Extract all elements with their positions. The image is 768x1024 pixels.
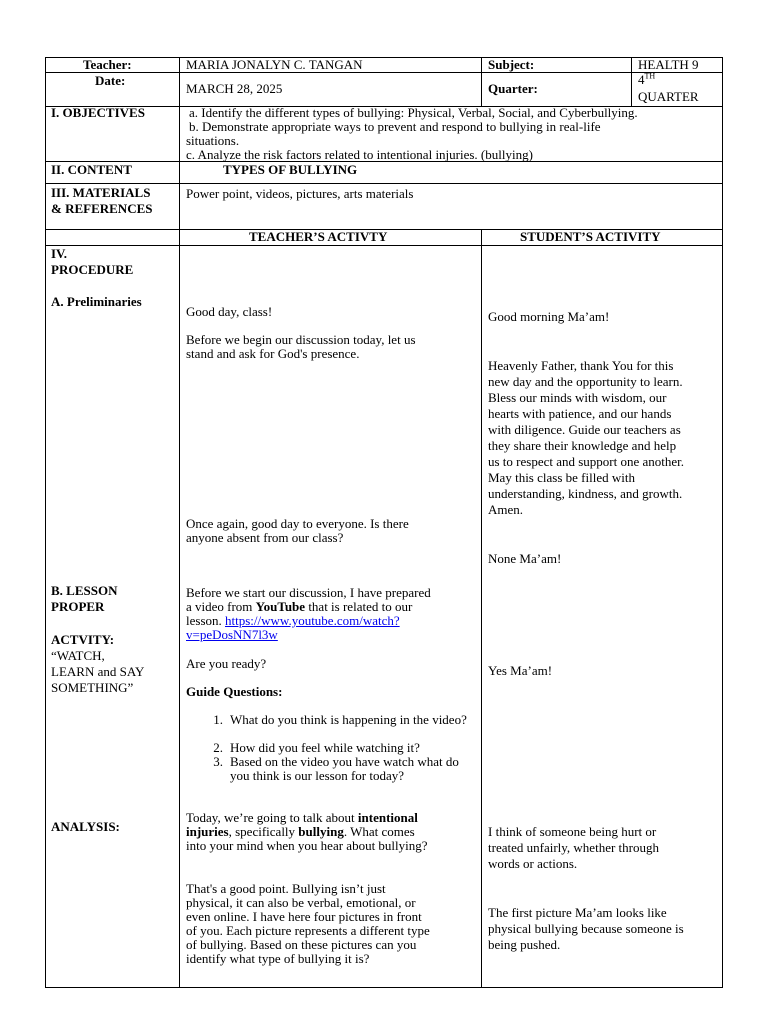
subject-label: Subject: xyxy=(488,57,535,72)
activity-title-2: LEARN and SAY xyxy=(51,664,145,679)
date-value: MARCH 28, 2025 xyxy=(186,81,283,96)
youtube-link-cont[interactable]: v=peDosNN7l3w xyxy=(186,627,278,642)
guide-question: 2. How did you feel while watching it? xyxy=(213,740,420,755)
lesson-proper-label-cont: PROPER xyxy=(51,599,105,614)
objective-b-cont: situations. xyxy=(186,133,240,148)
guide-question: 3. Based on the video you have watch what do you think is our lesson for today? xyxy=(213,754,459,783)
references-label: & REFERENCES xyxy=(51,201,153,216)
analysis-label: ANALYSIS: xyxy=(51,819,120,834)
date-label: Date: xyxy=(95,73,126,88)
teacher-pictures-line: of bullying. Based on these pictures can you xyxy=(186,937,417,952)
quarter-number: 4TH xyxy=(638,71,656,87)
teacher-pictures-line: even online. I have here four pictures in front xyxy=(186,909,422,924)
student-analysis-line: I think of someone being hurt or xyxy=(488,824,657,839)
student-prayer-line: Bless our minds with wisdom, our xyxy=(488,390,667,405)
objectives-label: I. OBJECTIVES xyxy=(51,105,145,120)
teacher-prayer-line: stand and ask for God's presence. xyxy=(186,346,360,361)
analysis-prompt: into your mind when you hear about bullying? xyxy=(186,838,428,853)
student-picture-answer: The first picture Ma’am looks like xyxy=(488,905,667,920)
materials-label: III. MATERIALS xyxy=(51,185,151,200)
teacher-attendance-line: Once again, good day to everyone. Is there xyxy=(186,516,409,531)
teacher-video-intro: a video from YouTube that is related to our xyxy=(186,599,413,614)
student-activity-header: STUDENT’S ACTIVITY xyxy=(520,229,661,244)
activity-title-3: SOMETHING” xyxy=(51,680,134,695)
quarter-label: Quarter: xyxy=(488,81,538,96)
student-picture-answer: physical bullying because someone is xyxy=(488,921,684,936)
student-prayer-line: us to respect and support one another. xyxy=(488,454,685,469)
teacher-video-intro: Before we start our discussion, I have prepared xyxy=(186,585,431,600)
objective-a: a. Identify the different types of bullying: Physical, Verbal, Social, and Cyberbullying. xyxy=(189,105,638,120)
subject-value: HEALTH 9 xyxy=(638,57,699,72)
preliminaries-label: A. Preliminaries xyxy=(51,294,142,309)
teacher-label: Teacher: xyxy=(83,57,132,72)
student-prayer-line: understanding, kindness, and growth. xyxy=(488,486,683,501)
procedure-number: IV. xyxy=(51,246,68,261)
student-picture-answer: being pushed. xyxy=(488,937,561,952)
teacher-name: MARIA JONALYN C. TANGAN xyxy=(186,57,363,72)
teacher-pictures-line: of you. Each picture represents a different type xyxy=(186,923,430,938)
teacher-pictures-line: physical, it can also be verbal, emotional, or xyxy=(186,895,416,910)
teacher-ready-question: Are you ready? xyxy=(186,656,267,671)
activity-label: ACTVITY: xyxy=(51,632,115,647)
student-prayer-line: May this class be filled with xyxy=(488,470,635,485)
lesson-plan-table xyxy=(45,57,723,988)
content-label: II. CONTENT xyxy=(51,162,132,177)
student-prayer-line: hearts with patience, and our hands xyxy=(488,406,672,421)
student-ready-reply: Yes Ma’am! xyxy=(488,663,553,678)
student-prayer-line: new day and the opportunity to learn. xyxy=(488,374,683,389)
teacher-pictures-line: identify what type of bullying it is? xyxy=(186,951,370,966)
teacher-attendance-line: anyone absent from our class? xyxy=(186,530,344,545)
guide-questions-label: Guide Questions: xyxy=(186,684,283,699)
student-analysis-line: words or actions. xyxy=(488,856,578,871)
lesson-proper-label: B. LESSON xyxy=(51,583,118,598)
objective-b: b. Demonstrate appropriate ways to prevent and respond to bullying in real-life xyxy=(189,119,601,134)
student-prayer-line: Heavenly Father, thank You for this xyxy=(488,358,674,373)
quarter-word: QUARTER xyxy=(638,89,699,104)
student-attendance-reply: None Ma’am! xyxy=(488,551,562,566)
procedure-label: PROCEDURE xyxy=(51,262,134,277)
analysis-prompt: Today, we’re going to talk about intentional xyxy=(186,810,418,825)
student-prayer-line: they share their knowledge and help xyxy=(488,438,677,453)
student-analysis-line: treated unfairly, whether through xyxy=(488,840,659,855)
teacher-activity-header: TEACHER’S ACTIVTY xyxy=(249,229,388,244)
objective-c: c. Analyze the risk factors related to intentional injuries. (bullying) xyxy=(186,147,533,162)
youtube-link[interactable]: https://www.youtube.com/watch? xyxy=(225,613,400,628)
student-prayer-line: Amen. xyxy=(488,502,524,517)
teacher-pictures-line: That's a good point. Bullying isn’t just xyxy=(186,881,386,896)
content-value: TYPES OF BULLYING xyxy=(223,162,358,177)
teacher-video-intro: lesson. https://www.youtube.com/watch? xyxy=(186,613,400,628)
teacher-greeting: Good day, class! xyxy=(186,304,273,319)
teacher-prayer-line: Before we begin our discussion today, let us xyxy=(186,332,416,347)
analysis-prompt: injuries, specifically bullying. What comes xyxy=(186,824,415,839)
student-prayer-line: with diligence. Guide our teachers as xyxy=(488,422,681,437)
activity-title-1: “WATCH, xyxy=(51,648,105,663)
materials-value: Power point, videos, pictures, arts materials xyxy=(186,186,414,201)
student-greeting: Good morning Ma’am! xyxy=(488,309,610,324)
guide-question: 1. What do you think is happening in the video? xyxy=(213,712,467,727)
